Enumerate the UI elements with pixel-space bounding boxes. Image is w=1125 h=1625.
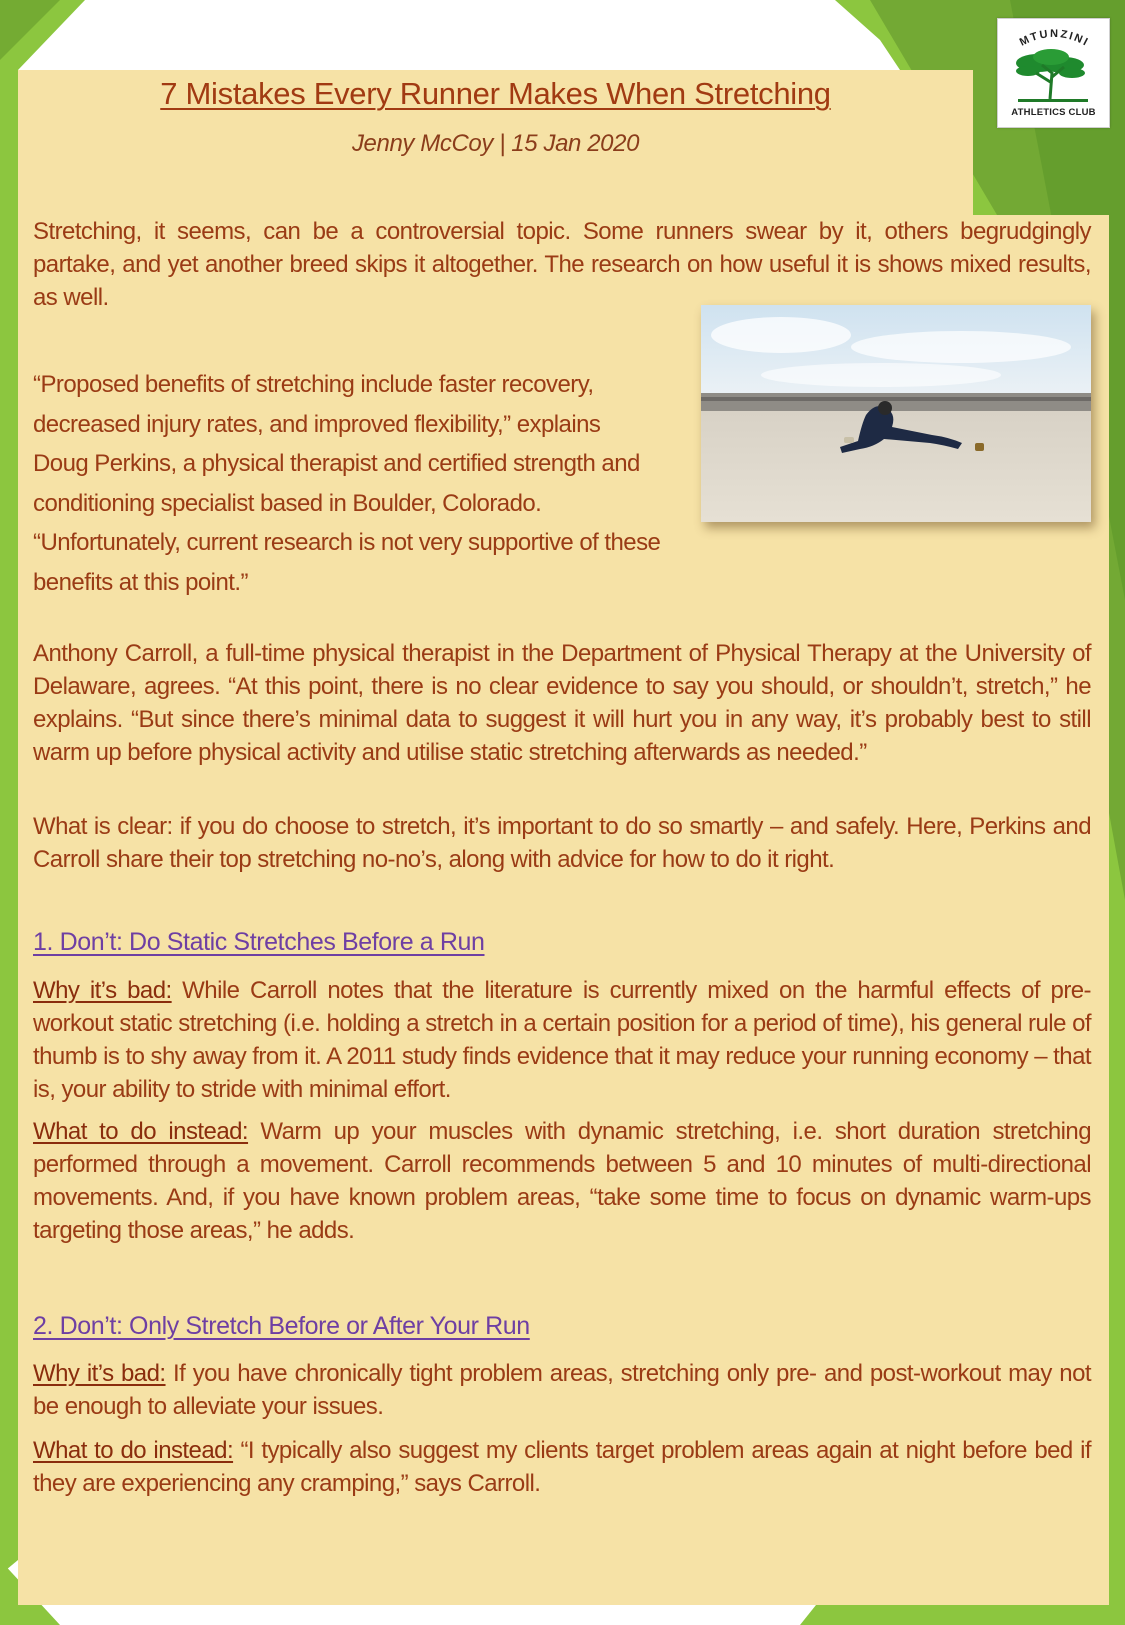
carroll-paragraph: Anthony Carroll, a full-time physical therapist in the Department of Physical Therapy at the University of Delaware, agrees. “At this point, there is no clear evidence to say you should, or shouldn’t, stretch,” he explains. “But since there’s minimal data to suggest it will hurt you in any way, it’s probably best to still warm up before physical activity and utilise static stretching afterwards as needed.” (33, 640, 1091, 766)
quote-line: “Unfortunately, current research is not very supportive of these (33, 529, 661, 556)
section-1-heading: 1. Don’t: Do Static Stretches Before a Run (33, 928, 485, 956)
intro-paragraph: Stretching, it seems, can be a controversial topic. Some runners swear by it, others begrudgingly partake, and yet another breed skips it altogether. The research on how useful it is shows mixed results, as well. (33, 218, 1091, 311)
why-text: If you have chronically tight problem areas, stretching only pre- and post-workout may not be enough to alleviate your issues. (33, 1360, 1091, 1420)
instead-label: What to do instead: (33, 1118, 249, 1145)
section-1-why (33, 974, 1091, 1106)
section-2-heading: 2. Don’t: Only Stretch Before or After Your Run (33, 1312, 530, 1340)
why-text: While Carroll notes that the literature is currently mixed on the harmful effects of pre-workout static stretching (i.e. holding a stretch in a certain position for a period of time), his general rule of thumb is to shy away from it. A 2011 study finds evidence that it may reduce your running economy – that is, your ability to stride with minimal effort. (33, 977, 1092, 1103)
quote-line: Doug Perkins, a physical therapist and certified strength and (33, 450, 640, 477)
section-1-instead (33, 1115, 1091, 1247)
article-byline: Jenny McCoy | 15 Jan 2020 (351, 130, 640, 157)
instead-text: “I typically also suggest my clients target problem areas again at night before bed if they are experiencing any cramping,” says Carroll. (33, 1437, 1091, 1497)
quote-line: “Proposed benefits of stretching include faster recovery, (33, 371, 594, 398)
article-page (18, 27, 1109, 1605)
instead-text: Warm up your muscles with dynamic stretching, i.e. short duration stretching performed through a movement. Carroll recommends between 5 and 10 minutes of multi-directional movements. And, if you have known problem areas, “take some time to focus on dynamic warm-ups targeting those areas,” he adds. (33, 1118, 1092, 1244)
runner-stretching-photo (701, 305, 1091, 522)
clear-paragraph: What is clear: if you do choose to stretch, it’s important to do so smartly – and safely. Here, Perkins and Carroll share their top stretching no-no’s, along with advice for how to do it right. (33, 813, 1091, 873)
why-label: Why it’s bad: (33, 977, 172, 1004)
perkins-quote (33, 365, 683, 602)
quote-line: decreased injury rates, and improved flexibility,” explains (33, 410, 601, 438)
section-2-instead (33, 1434, 1091, 1500)
section-2-why (33, 1357, 1091, 1423)
quote-line: benefits at this point.” (33, 568, 248, 596)
article-title: 7 Mistakes Every Runner Makes When Stretching (160, 76, 831, 111)
why-label: Why it’s bad: (33, 1360, 166, 1387)
logo-arc-text: MTUNZINI (1017, 27, 1092, 50)
instead-label: What to do instead: (33, 1437, 234, 1464)
club-logo (997, 18, 1110, 128)
quote-line: conditioning specialist based in Boulder, Colorado. (33, 489, 542, 517)
logo-subtitle: ATHLETICS CLUB (1011, 107, 1096, 118)
svg-text:MTUNZINI (1018, 28, 1091, 49)
